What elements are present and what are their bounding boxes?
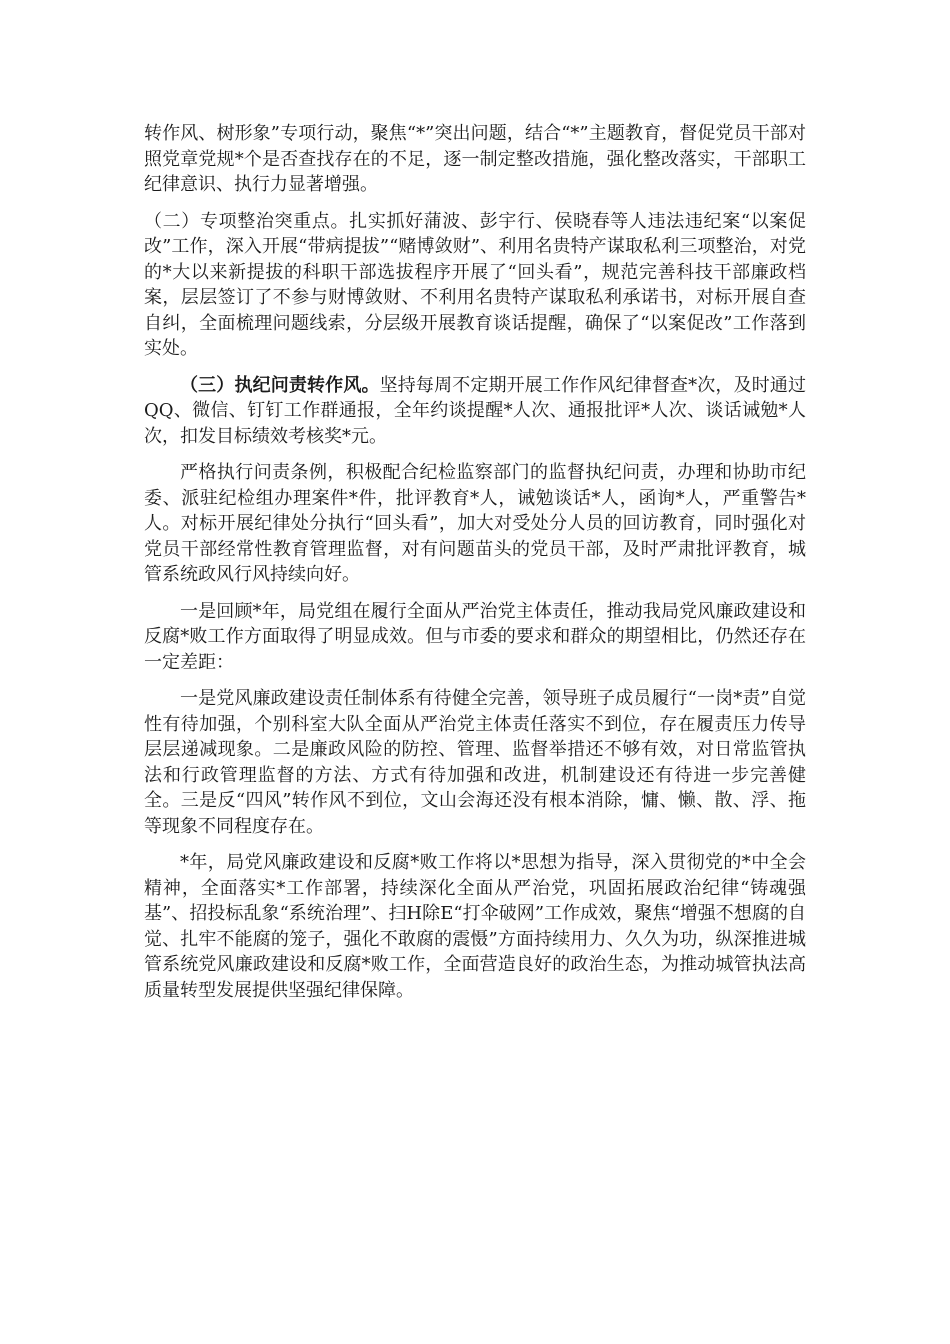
- paragraph-2: （二）专项整治突重点。扎实抓好蒲波、彭宇行、侯晓春等人违法违纪案“以案促改”工作，深入开展“带病提拔”“赌博敛财”、利用名贵特产谋取私利三项整治，对党的*大以来新提拔的科职干部选拔程序开展了“回头看”，规范完善科技干部廉政档案，层层签订了不参与财博敛财、不利用名贵特产谋取私利承诺书，对标开展自查自纠，全面梳理问题线索，分层级开展教育谈话提醒，确保了“以案促改”工作落到实处。: [144, 210, 806, 359]
- section-heading-3: （三）执纪问责转作风。: [180, 374, 380, 396]
- paragraph-3: [144, 373, 806, 450]
- paragraph-6: 一是党风廉政建设责任制体系有待健全完善，领导班子成员履行“一岗*责”自觉性有待加强，个别科室大队全面从严治党主体责任落实不到位，存在履责压力传导层层递减现象。二是廉政风险的防控、管理、监督举措还不够有效，对日常监管执法和行政管理监督的方法、方式有待加强和改进，机制建设还有待进一步完善健全。三是反“四风”转作风不到位，文山会海还没有根本消除，慵、懒、散、浮、拖等现象不同程度存在。: [144, 688, 806, 837]
- paragraph-3-body: 坚持每周不定期开展工作作风纪律督查*次，及时通过QQ、微信、钉钉工作群通报，全年约谈提醒*人次、通报批评*人次、谈话诫勉*人次，扣发目标绩效考核奖*元。: [144, 374, 807, 447]
- paragraph-4: 严格执行问责条例，积极配合纪检监察部门的监督执纪问责，办理和协助市纪委、派驻纪检组办理案件*件，批评教育*人，诫勉谈话*人，函询*人，严重警告*人。对标开展纪律处分执行“回头看”，加大对受处分人员的回访教育，同时强化对党员干部经常性教育管理监督，对有问题苗头的党员干部，及时严肃批评教育，城管系统政风行风持续向好。: [144, 462, 806, 585]
- document-body: [144, 121, 806, 1014]
- paragraph-5: 一是回顾*年，局党组在履行全面从严治党主体责任，推动我局党风廉政建设和反腐*败工作方面取得了明显成效。但与市委的要求和群众的期望相比，仍然还存在一定差距：: [144, 600, 806, 673]
- paragraph-7: *年，局党风廉政建设和反腐*败工作将以*思想为指导，深入贯彻党的*中全会精神，全面落实*工作部署，持续深化全面从严治党，巩固拓展政治纪律“铸魂强基”、招投标乱象“系统治理”、扫H除E“打伞破网”工作成效，聚焦“增强不想腐的自觉、扎牢不能腐的笼子，强化不敢腐的震慑”方面持续用力、久久为功，纵深推进城管系统党风廉政建设和反腐*败工作，全面营造良好的政治生态，为推动城管执法高质量转型发展提供坚强纪律保障。: [144, 852, 806, 1001]
- paragraph-1: 转作风、树形象”专项行动，聚焦“*”突出问题，结合“*”主题教育，督促党员干部对照党章党规*个是否查找存在的不足，逐一制定整改措施，强化整改落实，干部职工纪律意识、执行力显著增强。: [144, 123, 806, 195]
